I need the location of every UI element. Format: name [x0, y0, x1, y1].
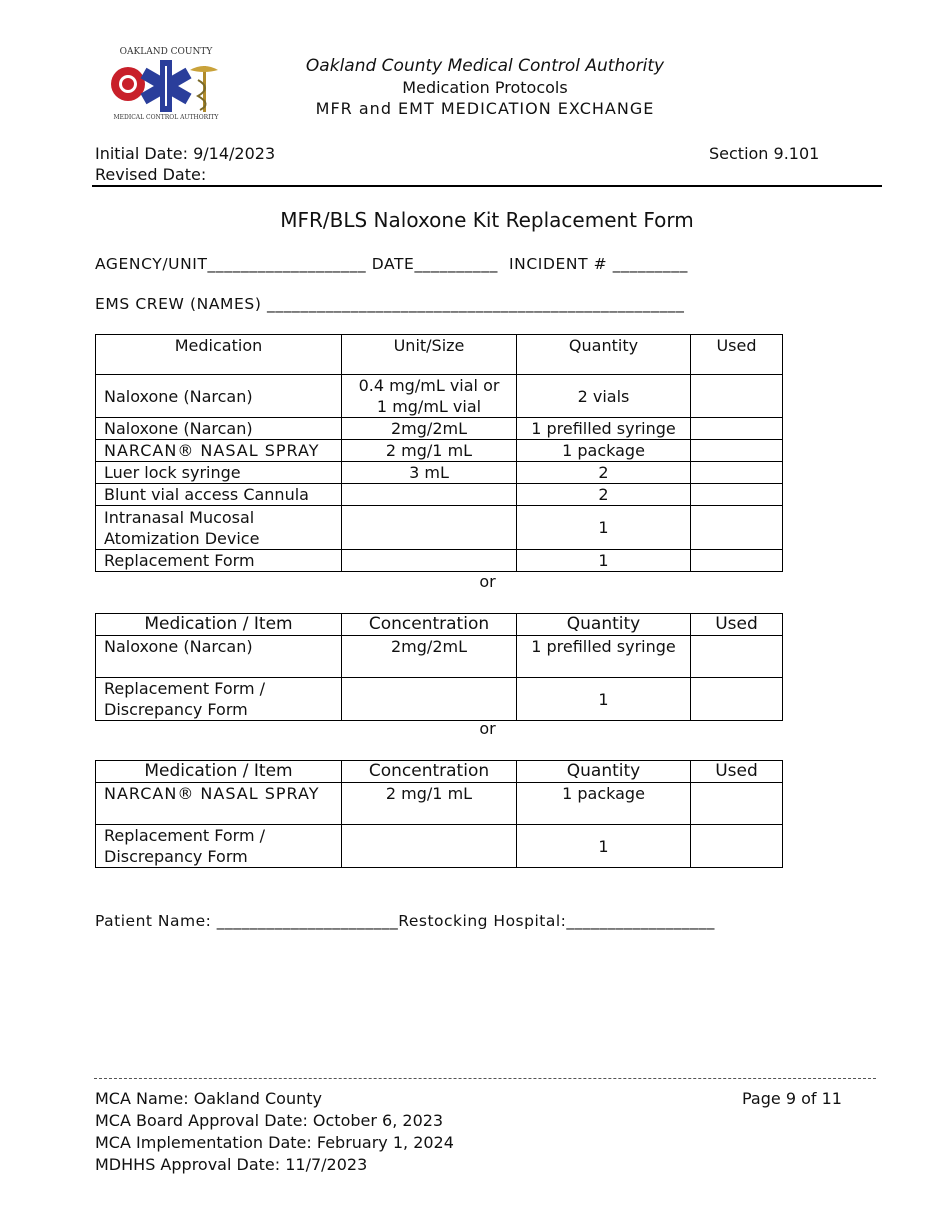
unit-size-cell: 3 mL [342, 462, 517, 484]
quantity-cell: 2 vials [517, 375, 691, 418]
quantity-cell: 1 package [517, 783, 691, 825]
medication-cell: NARCAN® NASAL SPRAY [96, 783, 342, 825]
table-row [96, 462, 783, 484]
unit-size-cell [342, 506, 517, 550]
concentration-cell: 2mg/2mL [342, 636, 517, 678]
column-header: Medication [96, 335, 342, 375]
patient-restocking-line[interactable]: Patient Name: ______________________Restocking Hospital:__________________ [95, 912, 715, 930]
used-cell[interactable] [691, 418, 783, 440]
column-header: Quantity [517, 614, 691, 636]
table-row [96, 418, 783, 440]
naloxone-syringe-table [95, 613, 783, 721]
mdhhs-approval-date: MDHHS Approval Date: 11/7/2023 [95, 1155, 368, 1174]
or-separator: or [479, 572, 496, 591]
unit-size-cell [342, 550, 517, 572]
quantity-cell: 1 [517, 678, 691, 721]
used-cell[interactable] [691, 783, 783, 825]
medication-cell: Replacement Form [96, 550, 342, 572]
medication-cell: NARCAN® NASAL SPRAY [96, 440, 342, 462]
column-header: Quantity [517, 761, 691, 783]
form-title: MFR/BLS Naloxone Kit Replacement Form [280, 208, 694, 232]
used-cell[interactable] [691, 440, 783, 462]
column-header: Used [691, 614, 783, 636]
footer-info [95, 1088, 454, 1176]
used-cell[interactable] [691, 375, 783, 418]
table-row [96, 825, 783, 868]
unit-size-cell [342, 484, 517, 506]
used-cell[interactable] [691, 825, 783, 868]
used-cell[interactable] [691, 484, 783, 506]
ems-crew-line[interactable]: EMS CREW (NAMES) __________________________________________________ [95, 295, 685, 313]
used-cell[interactable] [691, 550, 783, 572]
quantity-cell: 1 [517, 550, 691, 572]
concentration-cell: 2 mg/1 mL [342, 783, 517, 825]
used-cell[interactable] [691, 636, 783, 678]
quantity-cell: 1 prefilled syringe [517, 636, 691, 678]
table-header-row [96, 761, 783, 783]
quantity-cell: 2 [517, 462, 691, 484]
table-row [96, 636, 783, 678]
quantity-cell: 1 prefilled syringe [517, 418, 691, 440]
used-cell[interactable] [691, 678, 783, 721]
logo-top-text: OAKLAND COUNTY [119, 47, 213, 57]
table-header-row [96, 335, 783, 375]
unit-size-cell: 0.4 mg/mL vial or 1 mg/mL vial [342, 375, 517, 418]
initial-date: Initial Date: 9/14/2023 [95, 144, 276, 163]
logo-bottom-text: MEDICAL CONTROL AUTHORITY [113, 114, 219, 121]
quantity-cell: 1 [517, 506, 691, 550]
table-row [96, 678, 783, 721]
or-separator: or [479, 719, 496, 738]
column-header: Quantity [517, 335, 691, 375]
quantity-cell: 1 [517, 825, 691, 868]
medication-cell: Naloxone (Narcan) [96, 636, 342, 678]
mca-name: MCA Name: Oakland County [95, 1089, 322, 1108]
unit-size-cell: 2mg/2mL [342, 418, 517, 440]
medication-cell: Blunt vial access Cannula [96, 484, 342, 506]
board-approval-date: MCA Board Approval Date: October 6, 2023 [95, 1111, 444, 1130]
document-header [200, 56, 770, 119]
table-row [96, 484, 783, 506]
quantity-cell: 2 [517, 484, 691, 506]
page-number: Page 9 of 11 [742, 1089, 842, 1108]
medication-cell: Replacement Form / Discrepancy Form [96, 678, 342, 721]
medication-cell: Naloxone (Narcan) [96, 375, 342, 418]
column-header: Used [691, 335, 783, 375]
medication-cell: Naloxone (Narcan) [96, 418, 342, 440]
header-rule [92, 185, 882, 187]
organization-name: Oakland County Medical Control Authority [305, 56, 665, 76]
table-row [96, 440, 783, 462]
column-header: Medication / Item [96, 761, 342, 783]
concentration-cell [342, 678, 517, 721]
header-subtitle-2: MFR and EMT MEDICATION EXCHANGE [315, 99, 655, 118]
naloxone-kit-table [95, 334, 783, 572]
star-of-life-icon [140, 60, 191, 112]
medication-cell: Intranasal Mucosal Atomization Device [96, 506, 342, 550]
column-header: Concentration [342, 761, 517, 783]
concentration-cell [342, 825, 517, 868]
section-number: Section 9.101 [709, 144, 820, 163]
column-header: Used [691, 761, 783, 783]
table-row [96, 783, 783, 825]
implementation-date: MCA Implementation Date: February 1, 2024 [95, 1133, 454, 1152]
revised-date: Revised Date: [95, 165, 207, 184]
footer-divider [94, 1078, 876, 1079]
table-row [96, 550, 783, 572]
column-header: Concentration [342, 614, 517, 636]
table-row [96, 506, 783, 550]
medication-cell: Luer lock syringe [96, 462, 342, 484]
medication-cell: Replacement Form / Discrepancy Form [96, 825, 342, 868]
fire-cross-icon [111, 67, 145, 101]
table-row [96, 375, 783, 418]
quantity-cell: 1 package [517, 440, 691, 462]
table-header-row [96, 614, 783, 636]
unit-size-cell: 2 mg/1 mL [342, 440, 517, 462]
used-cell[interactable] [691, 462, 783, 484]
agency-date-incident-line[interactable]: AGENCY/UNIT___________________ DATE__________ INCIDENT # _________ [95, 255, 688, 273]
narcan-nasal-spray-table [95, 760, 783, 868]
used-cell[interactable] [691, 506, 783, 550]
column-header: Unit/Size [342, 335, 517, 375]
column-header: Medication / Item [96, 614, 342, 636]
header-subtitle: Medication Protocols [402, 78, 568, 97]
